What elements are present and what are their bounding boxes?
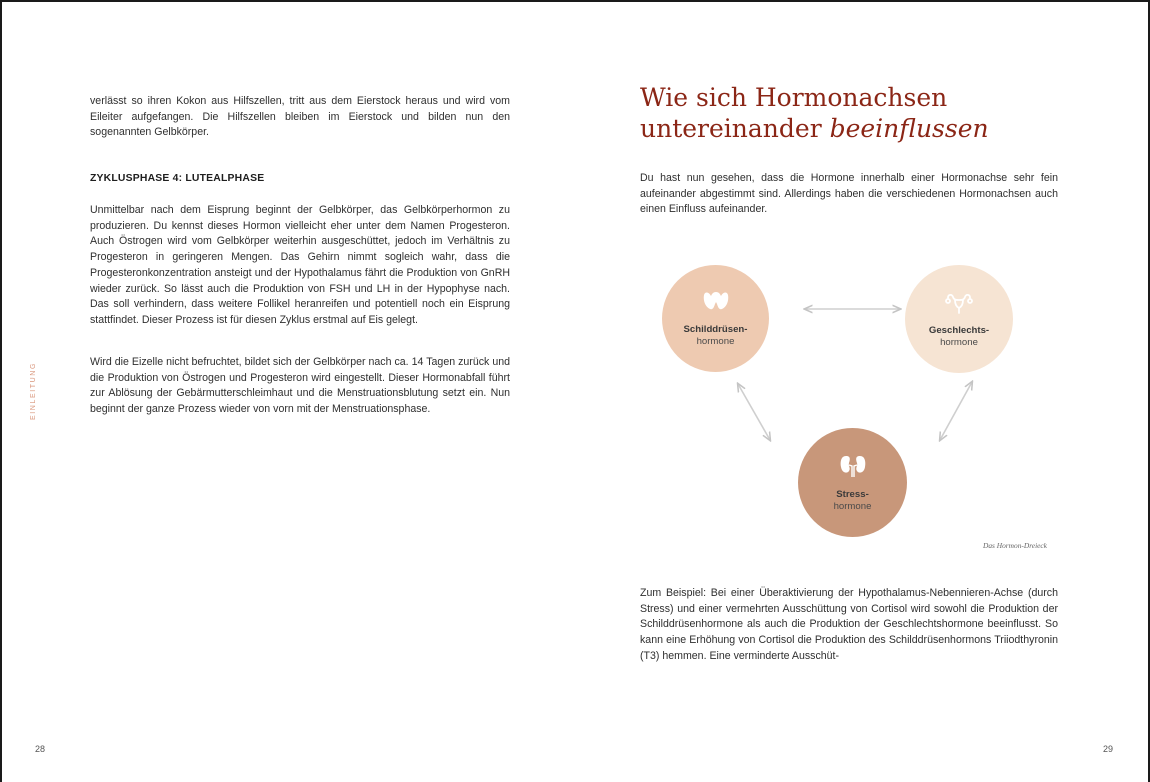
stress-hormones-node <box>798 428 907 537</box>
title-emphasis: beeinflussen <box>829 114 989 143</box>
thyroid-hormones-node <box>662 265 769 372</box>
chapter-side-label: EINLEITUNG <box>30 362 37 421</box>
uterus-icon <box>944 290 974 319</box>
lutealphase-paragraph-2: Wird die Eizelle nicht befruchtet, bildet sich der Gelbkörper nach ca. 14 Tagen zurück und die Produktion von Östrogen und Progesteron wird eingestellt. Dieser Hormonabfall führt zur Ablösung der Gebärmutterschleimhaut und die Menstruationsblutung setzt ein. Nun beginnt der ganze Prozess wieder von vorn mit der Menstruationsphase. <box>90 356 510 416</box>
arrow-thyroid-stress <box>738 384 770 440</box>
thyroid-icon <box>701 289 731 318</box>
diagram-caption: Das Hormon-Dreieck <box>983 541 1047 550</box>
kidneys-icon <box>838 452 868 483</box>
example-paragraph: Zum Beispiel: Bei einer Überaktivierung der Hypothalamus-Nebennieren-Achse (durch Stress) und einer vermehrten Ausschüttung von Cortisol wird sowohl die Produktion der Schilddrüsenhormone als auch die Produktion der Geschlechtshormone beeinflusst. So kann eine Erhöhung von Cortisol die Produktion des Schilddrüsenhormons Triiodthyronin (T3) hemmen. Eine verminderte Ausschüt- <box>640 587 1058 662</box>
thyroid-label-plain: hormone <box>696 336 735 347</box>
right-intro-paragraph: Du hast nun gesehen, dass die Hormone innerhalb einer Hormonachse sehr fein aufeinander abgestimmt sind. Allerdings haben die verschiedenen Hormonachsen auch einen Einfluss aufeinander. <box>640 172 1058 216</box>
page-title <box>640 82 989 144</box>
hormone-triangle-diagram <box>675 262 1035 542</box>
page-number-right: 29 <box>1103 744 1114 754</box>
sex-label-bold: Geschlechts- <box>928 324 990 336</box>
section-heading: ZYKLUSPHASE 4: LUTEALPHASE <box>90 173 265 184</box>
title-line-2: untereinander <box>640 114 830 143</box>
sex-hormones-node <box>905 265 1013 373</box>
sex-label-plain: hormone <box>940 336 978 348</box>
title-line-1: Wie sich Hormonachsen <box>640 83 948 112</box>
thyroid-label-bold: Schilddrüsen- <box>683 324 748 335</box>
stress-label-plain: hormone <box>833 501 872 512</box>
right-page <box>575 0 1150 782</box>
intro-paragraph: verlässt so ihren Kokon aus Hilfszellen, tritt aus dem Eierstock heraus und wird vom Eileiter aufgefangen. Die Hilfszellen bleiben im Eierstock und bilden nun den sogenannten Gelbkörper. <box>90 95 510 139</box>
arrow-sex-stress <box>940 382 972 440</box>
lutealphase-paragraph-1: Unmittelbar nach dem Eisprung beginnt der Gelbkörper, das Gelbkörperhormon zu produzieren. Du kennst dieses Hormon vielleicht eher unter dem Namen Progesteron. Auch Östrogen wird vom Gelbkörper weiterhin ausgeschüttet, jedoch im Verhältnis zu Progesteron in geringeren Mengen. Das Gehirn nimmt sogleich wahr, dass die Progesteronkonzentration ansteigt und der Hypothalamus fährt die Produktion von GnRH wieder zurück. So lässt auch die Produktion von FSH und LH in der Hypophyse nach. Das soll verhindern, dass weitere Follikel heranreifen und potentiell noch ein Eisprung stattfindet. Dieser Prozess ist für diesen Zyklus erstmal auf Eis gelegt. <box>90 204 510 326</box>
page-number-left: 28 <box>35 744 46 754</box>
stress-label-bold: Stress- <box>836 489 869 500</box>
